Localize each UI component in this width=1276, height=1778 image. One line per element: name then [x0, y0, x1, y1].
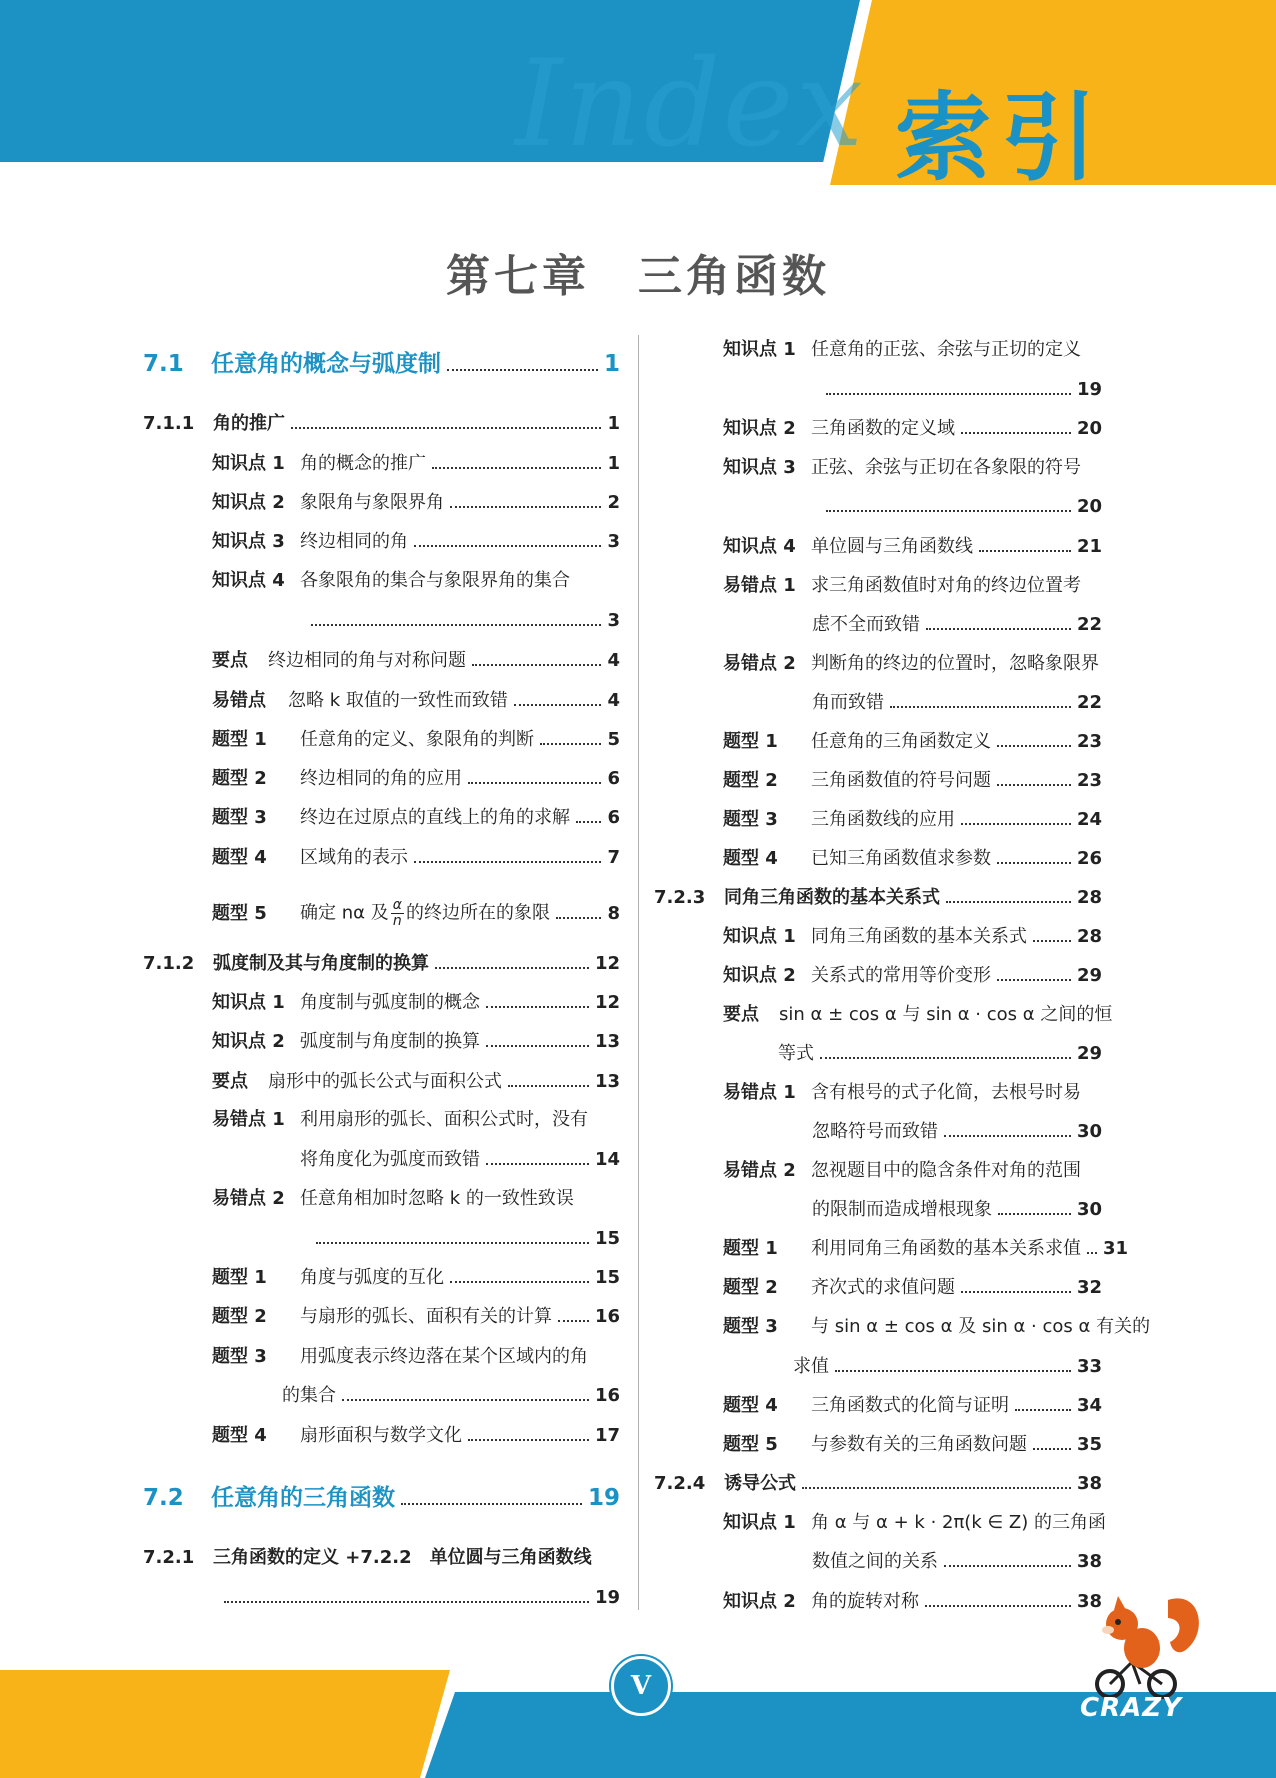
- toc-entry-continuation[interactable]: [820, 378, 1102, 402]
- toc-entry-left-16[interactable]: [212, 1070, 620, 1094]
- column-divider: [638, 335, 639, 1610]
- entry-title: 与扇形的弧长、面积有关的计算: [300, 1306, 552, 1327]
- entry-title: 判断角的终边的位置时，忽略象限界: [811, 653, 1099, 674]
- leader-dots: [946, 901, 1071, 903]
- entry-title: 三角函数的定义域: [811, 418, 955, 439]
- toc-entry-right-10[interactable]: [654, 886, 1102, 910]
- toc-entry-continuation[interactable]: [778, 1042, 1102, 1066]
- page-number: 14: [594, 1149, 620, 1170]
- toc-entry-right-14[interactable]: [723, 1081, 1102, 1105]
- entry-label: 知识点 1: [723, 339, 796, 360]
- toc-entry-right-4[interactable]: [723, 574, 1102, 598]
- entry-label: 7.2: [143, 1485, 184, 1511]
- leader-dots: [1033, 1448, 1071, 1450]
- leader-dots: [558, 1320, 589, 1322]
- entry-label: 要点: [723, 1004, 759, 1025]
- toc-entry-right-8[interactable]: [723, 808, 1102, 832]
- page-number: 22: [1076, 614, 1102, 635]
- entry-title: 任意角的三角函数: [211, 1485, 395, 1511]
- toc-entry-left-6[interactable]: [212, 649, 620, 673]
- entry-label: 7.1.1: [143, 413, 195, 434]
- entry-label: 题型 2: [212, 1306, 267, 1327]
- page-number: 29: [1076, 1043, 1102, 1064]
- entry-title: 利用扇形的弧长、面积公式时，没有: [300, 1109, 588, 1130]
- entry-label: 7.2.3: [654, 887, 706, 908]
- leader-dots: [472, 664, 601, 666]
- entry-title: 单位圆与三角函数线: [811, 536, 973, 557]
- entry-title: 正弦、余弦与正切在各象限的符号: [811, 457, 1081, 478]
- leader-dots: [997, 862, 1071, 864]
- entry-label: 题型 5: [723, 1434, 778, 1455]
- entry-title: 角度与弧度的互化: [300, 1267, 444, 1288]
- entry-title: 角 α 与 α + k · 2π(k ∈ Z) 的三角函: [811, 1512, 1106, 1533]
- page-title: 索引: [895, 82, 1107, 194]
- entry-title: 终边在过原点的直线上的角的求解: [300, 807, 570, 828]
- entry-label: 知识点 1: [723, 926, 796, 947]
- toc-entry-left-21[interactable]: [212, 1345, 620, 1369]
- toc-entry-left-18[interactable]: [212, 1187, 620, 1211]
- leader-dots: [826, 510, 1071, 512]
- entry-title: 与 sin α ± cos α 及 sin α · cos α 有关的: [811, 1316, 1151, 1337]
- page-number: 1: [603, 351, 620, 377]
- entry-title: 三角函数的定义 +7.2.2 单位圆与三角函数线: [213, 1547, 592, 1568]
- leader-dots: [432, 467, 601, 469]
- leader-dots: [435, 967, 589, 969]
- toc-entry-continuation[interactable]: [812, 613, 1102, 637]
- entry-title: 终边相同的角: [300, 531, 408, 552]
- leader-dots: [944, 1135, 1071, 1137]
- entry-label: 易错点 1: [212, 1109, 285, 1130]
- leader-dots: [540, 743, 601, 745]
- entry-label: 题型 5: [212, 902, 267, 924]
- toc-entry-continuation[interactable]: [820, 495, 1102, 519]
- leader-dots: [342, 1399, 589, 1401]
- entry-title: 任意角的定义、象限角的判断: [300, 729, 534, 750]
- entry-title: 利用同角三角函数的基本关系求值: [811, 1238, 1081, 1259]
- entry-title: 含有根号的式子化简，去根号时易: [811, 1082, 1081, 1103]
- entry-title: 齐次式的求值问题: [811, 1277, 955, 1298]
- entry-title-line2: 的限制而造成增根现象: [812, 1199, 992, 1220]
- leader-dots: [925, 1605, 1071, 1607]
- page-number: 30: [1076, 1121, 1102, 1142]
- toc-entry-continuation[interactable]: [812, 691, 1102, 715]
- leader-dots: [944, 1565, 1071, 1567]
- leader-dots: [224, 1601, 589, 1603]
- page-number: 16: [594, 1385, 620, 1406]
- toc-entry-right-20[interactable]: [723, 1433, 1102, 1457]
- entry-title: 弧度制及其与角度制的换算: [213, 953, 429, 974]
- entry-title: 终边相同的角的应用: [300, 768, 462, 789]
- entry-title: 任意角相加时忽略 k 的一致性致误: [300, 1188, 574, 1209]
- leader-dots: [556, 917, 602, 919]
- leader-dots: [835, 1370, 1071, 1372]
- entry-title: 忽略 k 取值的一致性而致错: [288, 690, 508, 711]
- page-number: 15: [594, 1228, 620, 1249]
- page-number: 22: [1076, 692, 1102, 713]
- entry-title-line2: 将角度化为弧度而致错: [300, 1149, 480, 1170]
- entry-label: 知识点 2: [212, 492, 285, 513]
- entry-title: 任意角的三角函数定义: [811, 731, 991, 752]
- entry-label: 易错点 2: [723, 1160, 796, 1181]
- page-number-badge: V: [611, 1656, 671, 1716]
- page-number: 19: [1076, 379, 1102, 400]
- toc-entry-left-15[interactable]: [212, 1030, 620, 1054]
- entry-title: 角的推广: [213, 413, 285, 434]
- toc-entry-left-24[interactable]: [143, 1546, 620, 1570]
- entry-title-line2: 等式: [778, 1043, 814, 1064]
- toc-entry-right-9[interactable]: [723, 847, 1102, 871]
- entry-title: 弧度制与角度制的换算: [300, 1031, 480, 1052]
- toc-entry-right-18[interactable]: [723, 1315, 1151, 1339]
- leader-dots: [414, 545, 601, 547]
- page-number: 12: [594, 992, 620, 1013]
- entry-title: 任意角的概念与弧度制: [211, 351, 441, 377]
- page-number: 21: [1076, 536, 1102, 557]
- entry-label: 知识点 2: [723, 418, 796, 439]
- entry-title: 求三角函数值时对角的终边位置考: [811, 575, 1081, 596]
- entry-label: 题型 2: [212, 768, 267, 789]
- leader-dots: [486, 1045, 589, 1047]
- leader-dots: [961, 1291, 1071, 1293]
- entry-label: 易错点 2: [723, 653, 796, 674]
- leader-dots: [961, 432, 1071, 434]
- leader-dots: [802, 1487, 1071, 1489]
- toc-entry-right-19[interactable]: [723, 1394, 1102, 1418]
- page-number: 24: [1076, 809, 1102, 830]
- leader-dots: [997, 979, 1071, 981]
- page-number: 2: [607, 492, 620, 513]
- squirrel-mascot-icon: [1080, 1590, 1210, 1700]
- entry-label: 知识点 4: [212, 570, 285, 591]
- page-number: 16: [594, 1306, 620, 1327]
- leader-dots: [450, 506, 601, 508]
- toc-entry-left-3[interactable]: [212, 491, 620, 515]
- leader-dots: [826, 393, 1071, 395]
- toc-entry-left-5[interactable]: [212, 569, 620, 593]
- leader-dots: [576, 821, 601, 823]
- entry-label: 知识点 2: [212, 1031, 285, 1052]
- toc-section-left-0[interactable]: [143, 352, 620, 376]
- entry-title: 用弧度表示终边落在某个区域内的角: [300, 1346, 588, 1367]
- toc-entry-right-3[interactable]: [723, 535, 1102, 559]
- page-number: 17: [594, 1425, 620, 1446]
- entry-label: 题型 3: [212, 1346, 267, 1367]
- page-number: 3: [607, 531, 620, 552]
- entry-label: 题型 3: [723, 1316, 778, 1337]
- toc-entry-left-17[interactable]: [212, 1108, 620, 1132]
- page-number: 1: [607, 453, 620, 474]
- toc-entry-left-7[interactable]: [212, 689, 620, 713]
- page-number: 13: [594, 1071, 620, 1092]
- entry-label: 易错点 1: [723, 1082, 796, 1103]
- leader-dots: [998, 1213, 1071, 1215]
- fraction: [391, 898, 404, 929]
- page-number: 38: [1076, 1591, 1102, 1612]
- page-number: 30: [1076, 1199, 1102, 1220]
- leader-dots: [401, 1503, 582, 1505]
- entry-title: 三角函数线的应用: [811, 809, 955, 830]
- page-number: 31: [1103, 1238, 1129, 1259]
- page-number: 26: [1076, 848, 1102, 869]
- toc-entry-right-1[interactable]: [723, 417, 1102, 441]
- toc-entry-right-22[interactable]: [723, 1511, 1106, 1535]
- entry-title: 已知三角函数值求参数: [811, 848, 991, 869]
- entry-title: 角的旋转对称: [811, 1591, 919, 1612]
- entry-title: sin α ± cos α 与 sin α · cos α 之间的恒: [779, 1004, 1113, 1025]
- toc-entry-left-13[interactable]: [143, 952, 620, 976]
- entry-label: 题型 3: [212, 807, 267, 828]
- entry-title-line2: 求值: [793, 1356, 829, 1377]
- entry-label: 知识点 2: [723, 1591, 796, 1612]
- toc-entry-continuation[interactable]: [793, 1355, 1102, 1379]
- toc-entry-continuation[interactable]: [282, 1384, 620, 1408]
- toc-entry-continuation[interactable]: [812, 1550, 1102, 1574]
- toc-entry-right-11[interactable]: [723, 925, 1102, 949]
- leader-dots: [890, 706, 1071, 708]
- leader-dots: [447, 369, 598, 371]
- entry-label: 易错点 2: [212, 1188, 285, 1209]
- entry-label: 7.2.1: [143, 1547, 195, 1568]
- entry-label: 易错点: [212, 690, 266, 711]
- leader-dots: [311, 624, 601, 626]
- entry-title: 扇形面积与数学文化: [300, 1425, 462, 1446]
- page-number: 38: [1076, 1473, 1102, 1494]
- page-number: 1: [607, 413, 620, 434]
- entry-label: 知识点 1: [212, 992, 285, 1013]
- entry-title: 与参数有关的三角函数问题: [811, 1434, 1027, 1455]
- entry-title: 诱导公式: [724, 1473, 796, 1494]
- entry-label: 题型 4: [212, 1425, 267, 1446]
- toc-entry-continuation[interactable]: [218, 1586, 620, 1610]
- entry-label: 题型 1: [723, 731, 778, 752]
- leader-dots: [291, 427, 601, 429]
- entry-label: 知识点 3: [723, 457, 796, 478]
- toc-entry-right-17[interactable]: [723, 1276, 1102, 1300]
- page-number: 3: [607, 610, 620, 631]
- toc-entry-right-16[interactable]: [723, 1237, 1129, 1261]
- page-number: 7: [607, 847, 620, 868]
- chapter-title: 第七章 三角函数: [446, 251, 830, 302]
- entry-title-part: 确定 nα 及: [300, 902, 389, 924]
- fraction-denominator: n: [392, 913, 402, 929]
- entry-title-line2: 虑不全而致错: [812, 614, 920, 635]
- leader-dots: [979, 550, 1071, 552]
- toc-entry-right-12[interactable]: [723, 964, 1102, 988]
- leader-dots: [508, 1085, 589, 1087]
- toc-entry-right-13[interactable]: [723, 1003, 1113, 1027]
- leader-dots: [316, 1242, 589, 1244]
- toc-entry-right-21[interactable]: [654, 1472, 1102, 1496]
- entry-title: 同角三角函数的基本关系式: [811, 926, 1027, 947]
- page-number: 28: [1076, 887, 1102, 908]
- entry-label: 题型 4: [723, 848, 778, 869]
- entry-title: [300, 898, 550, 929]
- toc-entry-left-12[interactable]: [212, 898, 620, 929]
- entry-title: 忽视题目中的隐含条件对角的范围: [811, 1160, 1081, 1181]
- page-number: 5: [607, 729, 620, 750]
- leader-dots: [514, 704, 602, 706]
- entry-title-line2: 角而致错: [812, 692, 884, 713]
- entry-title: 终边相同的角与对称问题: [268, 650, 466, 671]
- page-number: 19: [587, 1485, 620, 1511]
- toc-entry-continuation[interactable]: [812, 1120, 1102, 1144]
- toc-entry-left-1[interactable]: [143, 412, 620, 436]
- leader-dots: [1015, 1409, 1071, 1411]
- brand-crazy: CRAZY: [1080, 1693, 1182, 1723]
- entry-label: 知识点 3: [212, 531, 285, 552]
- entry-title-line2: 数值之间的关系: [812, 1551, 938, 1572]
- entry-label: 题型 3: [723, 809, 778, 830]
- toc-entry-left-20[interactable]: [212, 1305, 620, 1329]
- entry-label: 7.1: [143, 351, 184, 377]
- toc-entry-left-9[interactable]: [212, 767, 620, 791]
- toc-entry-right-7[interactable]: [723, 769, 1102, 793]
- toc-entry-left-8[interactable]: [212, 728, 620, 752]
- page-number: 8: [607, 902, 620, 924]
- toc-entry-continuation[interactable]: [812, 1198, 1102, 1222]
- toc-entry-left-11[interactable]: [212, 846, 620, 870]
- page-number: 19: [594, 1587, 620, 1608]
- entry-title: 任意角的正弦、余弦与正切的定义: [811, 339, 1081, 360]
- leader-dots: [468, 782, 601, 784]
- leader-dots: [997, 784, 1071, 786]
- entry-label: 题型 4: [723, 1395, 778, 1416]
- toc-entry-continuation[interactable]: [310, 1227, 620, 1251]
- leader-dots: [1087, 1252, 1097, 1254]
- toc-entry-left-2[interactable]: [212, 452, 620, 476]
- page-number: 15: [594, 1267, 620, 1288]
- page-number: 28: [1076, 926, 1102, 947]
- toc-entry-left-22[interactable]: [212, 1424, 620, 1448]
- page-number: 12: [594, 953, 620, 974]
- entry-title: 角度制与弧度制的概念: [300, 992, 480, 1013]
- entry-label: 知识点 4: [723, 536, 796, 557]
- leader-dots: [961, 823, 1071, 825]
- page-number: 29: [1076, 965, 1102, 986]
- page-number: 23: [1076, 731, 1102, 752]
- toc-section-left-23[interactable]: [143, 1486, 620, 1510]
- entry-title: 三角函数值的符号问题: [811, 770, 991, 791]
- page-number: 33: [1076, 1356, 1102, 1377]
- leader-dots: [468, 1439, 589, 1441]
- leader-dots: [486, 1006, 589, 1008]
- toc-entry-continuation[interactable]: [300, 1148, 620, 1172]
- toc-entry-right-6[interactable]: [723, 730, 1102, 754]
- entry-title: 同角三角函数的基本关系式: [724, 887, 940, 908]
- index-watermark: Index: [515, 35, 866, 174]
- toc-entry-left-4[interactable]: [212, 530, 620, 554]
- entry-label: 题型 4: [212, 847, 267, 868]
- entry-label: 知识点 1: [212, 453, 285, 474]
- entry-label: 要点: [212, 1071, 248, 1092]
- entry-label: 知识点 2: [723, 965, 796, 986]
- page-number: 23: [1076, 770, 1102, 791]
- entry-label: 题型 1: [212, 1267, 267, 1288]
- page-number: 6: [607, 768, 620, 789]
- page-number: 20: [1076, 496, 1102, 517]
- entry-label: 7.2.4: [654, 1473, 706, 1494]
- leader-dots: [1033, 940, 1071, 942]
- page-number: 4: [607, 690, 620, 711]
- toc-entry-right-5[interactable]: [723, 652, 1102, 676]
- entry-title-part: 的终边所在的象限: [405, 902, 550, 924]
- toc-entry-left-10[interactable]: [212, 806, 620, 830]
- toc-entry-right-15[interactable]: [723, 1159, 1102, 1183]
- toc-entry-right-23[interactable]: [723, 1590, 1102, 1614]
- page-number: 32: [1076, 1277, 1102, 1298]
- entry-title: 扇形中的弧长公式与面积公式: [268, 1071, 502, 1092]
- entry-label: 题型 1: [723, 1238, 778, 1259]
- leader-dots: [414, 861, 601, 863]
- entry-label: 易错点 1: [723, 575, 796, 596]
- toc-entry-right-2[interactable]: [723, 456, 1102, 480]
- entry-title: 关系式的常用等价变形: [811, 965, 991, 986]
- entry-label: 题型 2: [723, 770, 778, 791]
- leader-dots: [926, 628, 1071, 630]
- entry-title: 角的概念的推广: [300, 453, 426, 474]
- toc-entry-continuation[interactable]: [305, 609, 620, 633]
- entry-title-line2: 忽略符号而致错: [812, 1121, 938, 1142]
- page-number: 20: [1076, 418, 1102, 439]
- entry-title: 象限角与象限界角: [300, 492, 444, 513]
- page-number: 4: [607, 650, 620, 671]
- page-number: 6: [607, 807, 620, 828]
- entry-title-line2: 的集合: [282, 1385, 336, 1406]
- toc-entry-left-19[interactable]: [212, 1266, 620, 1290]
- entry-title: 各象限角的集合与象限界角的集合: [300, 570, 570, 591]
- page-number: 38: [1076, 1551, 1102, 1572]
- entry-title: 三角函数式的化简与证明: [811, 1395, 1009, 1416]
- entry-label: 知识点 1: [723, 1512, 796, 1533]
- toc-entry-left-14[interactable]: [212, 991, 620, 1015]
- entry-title: 区域角的表示: [300, 847, 408, 868]
- entry-label: 题型 2: [723, 1277, 778, 1298]
- entry-label: 题型 1: [212, 729, 267, 750]
- leader-dots: [997, 745, 1071, 747]
- page-number: 13: [594, 1031, 620, 1052]
- page-number: 35: [1076, 1434, 1102, 1455]
- entry-label: 要点: [212, 650, 248, 671]
- fraction-numerator: α: [392, 897, 402, 913]
- page-number: 34: [1076, 1395, 1102, 1416]
- entry-label: 7.1.2: [143, 953, 195, 974]
- toc-entry-right-0[interactable]: [723, 338, 1102, 362]
- leader-dots: [486, 1163, 589, 1165]
- leader-dots: [820, 1057, 1071, 1059]
- leader-dots: [450, 1281, 589, 1283]
